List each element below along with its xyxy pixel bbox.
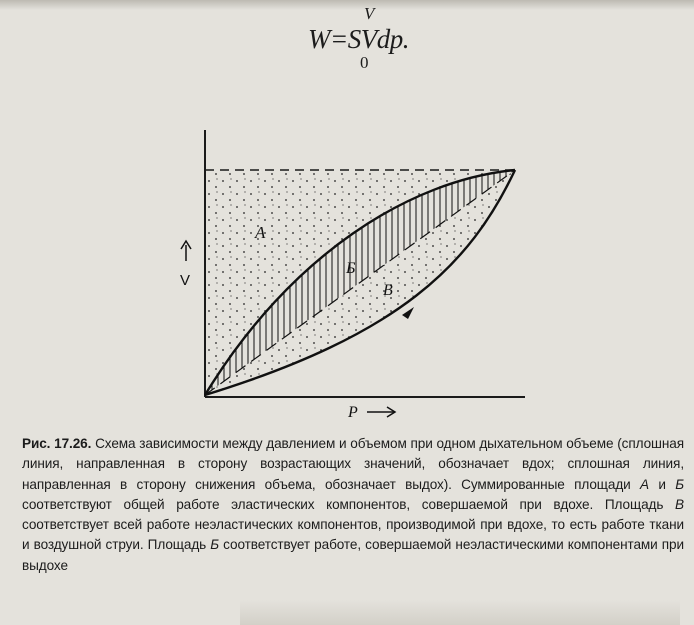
- caption-label: Рис. 17.26.: [22, 436, 92, 451]
- caption-text: и: [649, 476, 676, 492]
- next-page-bleed: [240, 600, 680, 625]
- pressure-volume-diagram: [150, 125, 530, 425]
- caption-text: Схема зависимости между давлением и объемом при одном дыхательном объеме (сплошная линия, направленная в сторону возрастающих значений, обозначает вдох; сплошная линия, направленная в сторону снижения объема, обозначает выдох). Суммированные площади: [22, 436, 684, 492]
- work-formula: [300, 4, 440, 74]
- direction-arrow-icon: [402, 307, 414, 319]
- caption-area-v: В: [675, 496, 684, 512]
- caption-area-b: Б: [210, 537, 220, 553]
- caption-text: соответствуют общей работе эластических компонентов, совершаемой при вдохе. Площадь: [22, 496, 676, 512]
- label-region-b: Б: [346, 260, 356, 277]
- figure-caption: [22, 434, 684, 576]
- caption-text: соответствует работе, совершаемой неэластическими компонентами при выдохе: [22, 537, 684, 573]
- label-region-a: А: [255, 223, 266, 242]
- label-region-v: В: [383, 282, 393, 299]
- caption-area-a: А: [640, 476, 650, 492]
- formula-upper-limit: V: [364, 4, 375, 23]
- x-axis-label: P: [348, 404, 358, 421]
- formula-expression: W=SVdp.: [308, 24, 409, 54]
- y-axis-label: V: [180, 272, 191, 289]
- caption-area-b: Б: [675, 476, 685, 492]
- formula-lower-limit: 0: [360, 53, 369, 72]
- caption-text: соответствует всей работе неэластических компонентов, производимой при вдохе, то есть работе ткани и воздушной струи. Площадь: [22, 517, 684, 553]
